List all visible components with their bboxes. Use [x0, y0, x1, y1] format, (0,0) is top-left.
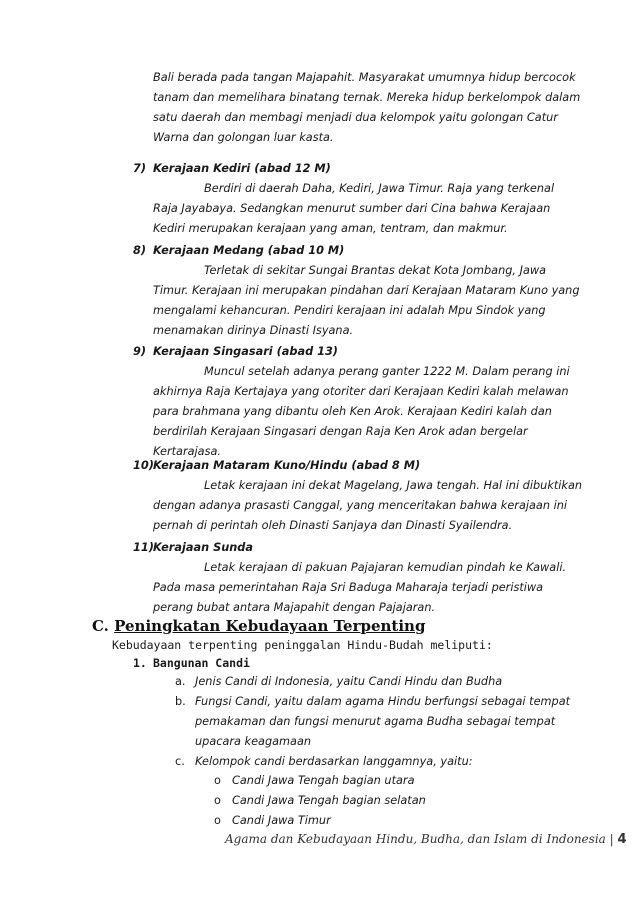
- subitem-text: Fungsi Candi, yaitu dalam agama Hindu berfungsi sebagai tempat: [195, 695, 571, 708]
- section-line: dengan adanya prasasti Canggal, yang menceritakan bahwa kerajaan ini: [153, 499, 568, 512]
- section-first-line: Letak kerajaan ini dekat Magelang, Jawa tengah. Hal ini dibuktikan: [204, 479, 583, 492]
- subitem-label: b.: [175, 695, 186, 708]
- section-num: 11): [133, 541, 154, 554]
- item-title: Bangunan Candi: [153, 656, 250, 670]
- section-first-line: Letak kerajaan di pakuan Pajajaran kemudian pindah ke Kawali.: [204, 561, 567, 574]
- bullet-item: Candi Jawa Tengah bagian utara: [232, 774, 415, 787]
- section-title: Kerajaan Medang (abad 10 M): [153, 244, 345, 257]
- section-title: Kerajaan Mataram Kuno/Hindu (abad 8 M): [153, 459, 421, 472]
- section-first-line: Terletak di sekitar Sungai Brantas dekat Kota Jombang, Jawa: [204, 264, 547, 277]
- subitem-text: Jenis Candi di Indonesia, yaitu Candi Hindu dan Budha: [195, 675, 503, 688]
- heading-text: Peningkatan Kebudayaan Terpenting: [114, 617, 426, 635]
- subitem-label: a.: [175, 675, 186, 688]
- section-line: Pada masa pemerintahan Raja Sri Baduga Maharaja terjadi peristiwa: [153, 581, 544, 594]
- section-first-line: Berdiri di daerah Daha, Kediri, Jawa Timur. Raja yang terkenal: [204, 182, 555, 195]
- section-title: Kerajaan Kediri (abad 12 M): [153, 162, 331, 175]
- intro-line: tanam dan memelihara binatang ternak. Mereka hidup berkelompok dalam: [153, 91, 581, 104]
- item-num: 1.: [133, 656, 147, 670]
- section-title: Kerajaan Singasari (abad 13): [153, 345, 338, 358]
- subitem-text: Kelompok candi berdasarkan langgamnya, yaitu:: [195, 755, 473, 768]
- section-title: Kerajaan Sunda: [153, 541, 254, 554]
- intro-line: Warna dan golongan luar kasta.: [153, 131, 334, 144]
- subitem-text: pemakaman dan fungsi menurut agama Budha sebagai tempat: [195, 715, 556, 728]
- intro-line: satu daerah dan membagi menjadi dua kelompok yaitu golongan Catur: [153, 111, 558, 124]
- intro-line: Bali berada pada tangan Majapahit. Masyarakat umumnya hidup bercocok: [153, 71, 576, 84]
- footer-title: Agama dan Kebudayaan Hindu, Budha, dan Islam di Indonesia: [225, 832, 606, 846]
- section-line: berdirilah Kerajaan Singasari dengan Raja Ken Arok adan bergelar: [153, 425, 528, 438]
- bullet-glyph: o: [214, 774, 221, 787]
- subitem-label: c.: [175, 755, 185, 768]
- section-line: akhirnya Raja Kertajaya yang otoriter dari Kerajaan Kediri kalah melawan: [153, 385, 569, 398]
- section-line: Raja Jayabaya. Sedangkan menurut sumber dari Cina bahwa Kerajaan: [153, 202, 551, 215]
- section-line: Kediri merupakan kerajaan yang aman, tentram, dan makmur.: [153, 222, 508, 235]
- section-line: para brahmana yang dibantu oleh Ken Arok. Kerajaan Kediri kalah dan: [153, 405, 552, 418]
- section-line: Kertarajasa.: [153, 445, 221, 458]
- bullet-glyph: o: [214, 814, 221, 827]
- section-num: 7): [133, 162, 147, 175]
- section-line: mengalami kehancuran. Pendiri kerajaan ini adalah Mpu Sindok yang: [153, 304, 546, 317]
- bullet-item: Candi Jawa Tengah bagian selatan: [232, 794, 426, 807]
- footer-separator: |: [609, 832, 614, 846]
- section-num: 9): [133, 345, 147, 358]
- section-line: Timur. Kerajaan ini merupakan pindahan dari Kerajaan Mataram Kuno yang: [153, 284, 580, 297]
- section-num: 8): [133, 244, 147, 257]
- section-line: perang bubat antara Majapahit dengan Pajajaran.: [153, 601, 436, 614]
- section-heading: [92, 617, 425, 635]
- section-num: 10): [133, 459, 154, 472]
- page-footer: [225, 832, 627, 847]
- bullet-item: Candi Jawa Timur: [232, 814, 331, 827]
- section-line: pernah di perintah oleh Dinasti Sanjaya dan Dinasti Syailendra.: [153, 519, 513, 532]
- subitem-text: upacara keagamaan: [195, 735, 312, 748]
- heading-letter: C.: [92, 617, 109, 635]
- section-first-line: Muncul setelah adanya perang ganter 1222 M. Dalam perang ini: [204, 365, 570, 378]
- page-number: 4: [617, 832, 627, 847]
- c-intro: Kebudayaan terpenting peninggalan Hindu-Budah meliputi:: [112, 638, 493, 652]
- bullet-glyph: o: [214, 794, 221, 807]
- section-line: menamakan dirinya Dinasti Isyana.: [153, 324, 354, 337]
